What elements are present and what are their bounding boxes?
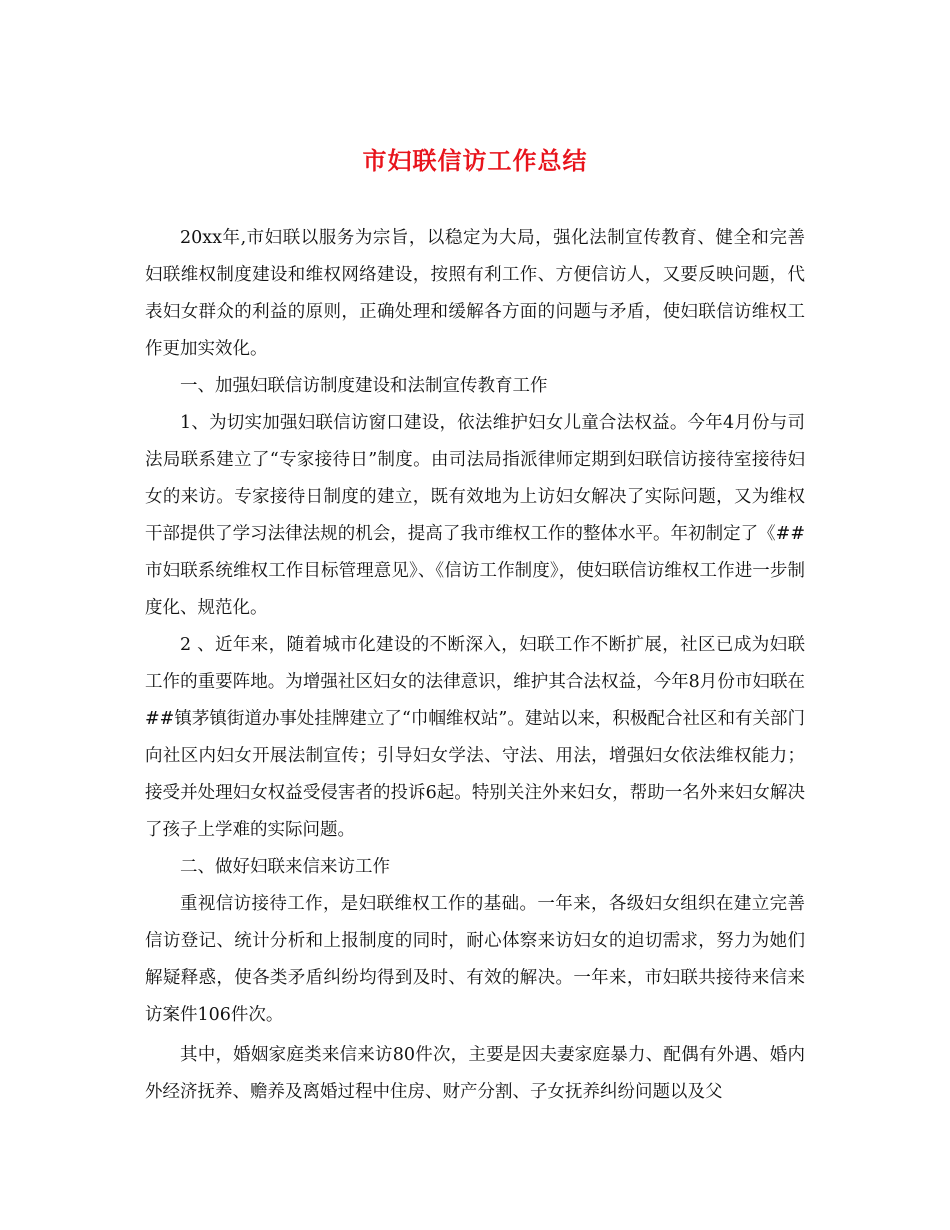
- document-body: [145, 220, 805, 1111]
- paragraph-1-1: 1、为切实加强妇联信访窗口建设，依法维护妇女儿童合法权益。今年4月份与司法局联系建立了“专家接待日”制度。由司法局指派律师定期到妇联信访接待室接待妇女的来访。专家接待日制度的建立，既有效地为上访妇女解决了实际问题，又为维权干部提供了学习法律法规的机会，提高了我市维权工作的整体水平。年初制定了《##市妇联系统维权工作目标管理意见》、《信访工作制度》，使妇联信访维权工作进一步制度化、规范化。: [145, 413, 805, 618]
- paragraph-2-2: 其中，婚姻家庭类来信来访80件次，主要是因夫妻家庭暴力、配偶有外遇、婚内外经济抚养、赡养及离婚过程中住房、财产分割、子女抚养纠纷问题以及父: [145, 1045, 805, 1102]
- paragraph-intro: 20xx年,市妇联以服务为宗旨，以稳定为大局，强化法制宣传教育、健全和完善妇联维权制度建设和维权网络建设，按照有利工作、方便信访人，又要反映问题，代表妇女群众的利益的原则，正确处理和缓解各方面的问题与矛盾，使妇联信访维权工作更加实效化。: [145, 228, 805, 359]
- paragraph-1-2: 2 、近年来，随着城市化建设的不断深入，妇联工作不断扩展，社区已成为妇联工作的重要阵地。为增强社区妇女的法律意识，维护其合法权益，今年8月份市妇联在##镇茅镇街道办事处挂牌建立了“巾帼维权站”。建站以来，积极配合社区和有关部门向社区内妇女开展法制宣传；引导妇女学法、守法、用法，增强妇女依法维权能力；接受并处理妇女权益受侵害者的投诉6起。特别关注外来妇女，帮助一名外来妇女解决了孩子上学难的实际问题。: [145, 635, 805, 840]
- document-title: 市妇联信访工作总结: [362, 146, 588, 175]
- section-heading-1: 一、加强妇联信访制度建设和法制宣传教育工作: [180, 376, 548, 396]
- section-heading-2: 二、做好妇联来信来访工作: [180, 857, 390, 877]
- paragraph-2-1: 重视信访接待工作，是妇联维权工作的基础。一年来，各级妇女组织在建立完善信访登记、统计分析和上报制度的同时，耐心体察来访妇女的迫切需求，努力为她们解疑释惑，使各类矛盾纠纷均得到及时、有效的解决。一年来，市妇联共接待来信来访案件106件次。: [145, 894, 805, 1025]
